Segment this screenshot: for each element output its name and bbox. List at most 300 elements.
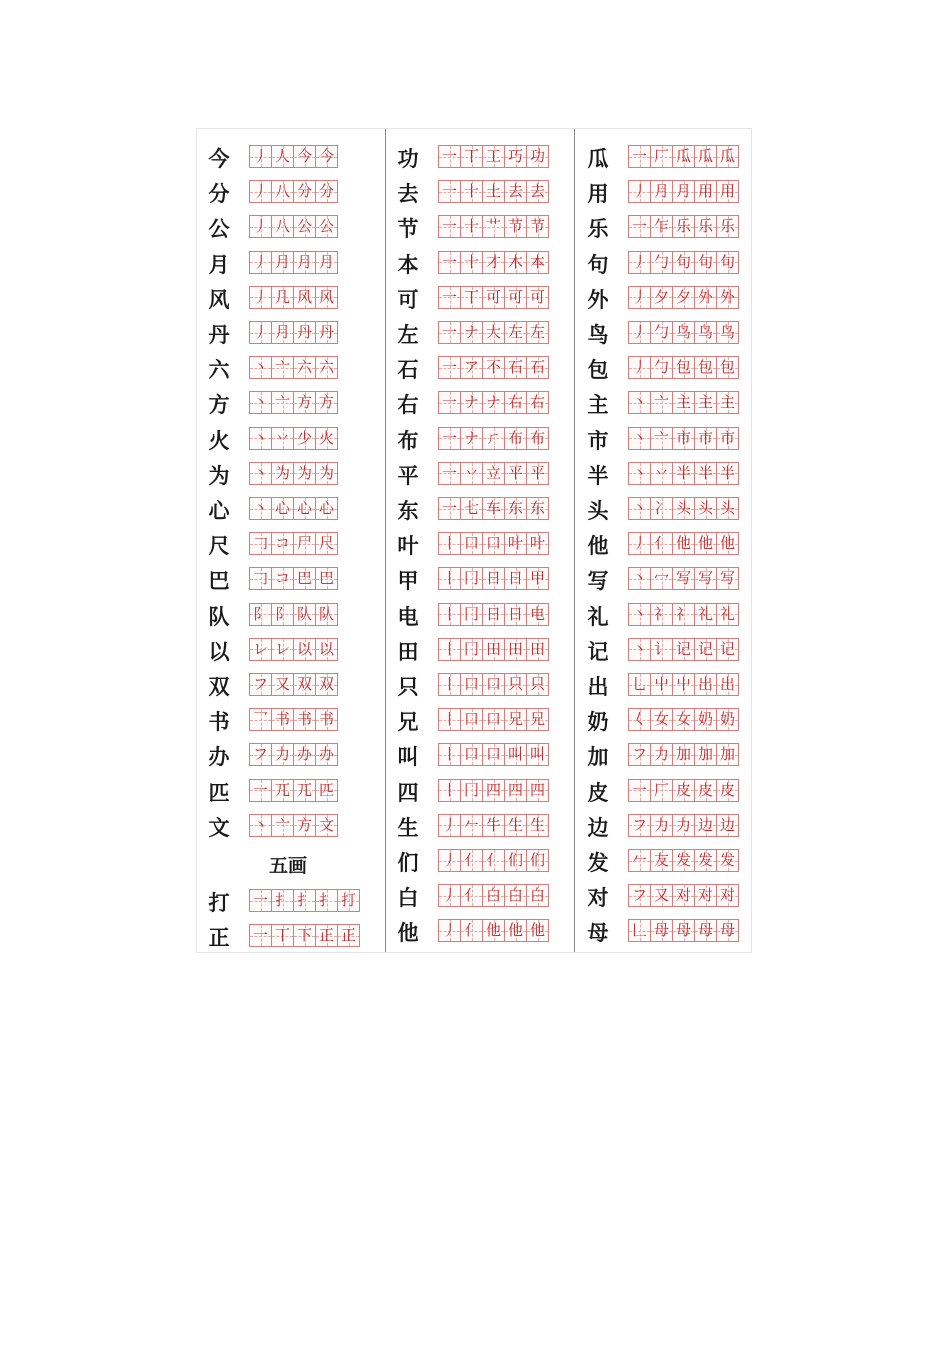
stroke-step-cell (504, 180, 527, 203)
stroke-step-cell (504, 286, 527, 309)
stroke-step-cell (293, 743, 316, 766)
stroke-step-cell (672, 180, 695, 203)
character: 出 (587, 675, 609, 699)
character: 他 (587, 534, 609, 559)
stroke-step-cell (650, 638, 673, 661)
stroke-step-cell (315, 180, 338, 203)
stroke-step: 半 (719, 463, 735, 482)
stroke-step: 分 (318, 182, 334, 201)
stroke-step: 句 (697, 252, 713, 271)
stroke-step-cell (504, 427, 527, 450)
character-column-1 (207, 129, 383, 952)
stroke-step-cell (460, 919, 483, 942)
stroke-step-cell (504, 567, 527, 590)
stroke-step-cell (271, 603, 294, 626)
stroke-step: 口 (463, 675, 479, 693)
stroke-step-cell (716, 814, 739, 837)
stroke-step: 田 (529, 639, 545, 658)
character: 句 (587, 252, 609, 277)
stroke-step-cell (650, 884, 673, 907)
stroke-step: 女 (653, 710, 669, 729)
stroke-step-cell (672, 215, 695, 238)
stroke-step-cell (716, 638, 739, 661)
stroke-step-cell (672, 427, 695, 450)
stroke-step: 功 (529, 147, 545, 165)
stroke-order-grid (249, 743, 337, 765)
character-row (396, 212, 572, 247)
stroke-order-grid (249, 673, 337, 695)
stroke-step-cell (315, 145, 338, 168)
stroke-step: 兄 (529, 710, 545, 729)
stroke-step-cell (504, 884, 527, 907)
stroke-step-cell (694, 180, 717, 203)
character-row (207, 670, 383, 705)
stroke-step-cell (438, 743, 461, 766)
stroke-step-cell (694, 391, 717, 414)
stroke-step-cell (438, 462, 461, 485)
stroke-step: 办 (318, 745, 334, 764)
stroke-step: 市 (697, 428, 713, 447)
stroke-step: 口 (463, 534, 479, 553)
stroke-step-cell (271, 889, 294, 912)
stroke-step-cell (672, 391, 695, 414)
stroke-step-cell (628, 180, 651, 203)
stroke-step: 冂 (463, 639, 479, 658)
stroke-step-cell (271, 427, 294, 450)
stroke-step-cell (650, 708, 673, 731)
character: 今 (208, 147, 230, 171)
stroke-step-cell (694, 215, 717, 238)
stroke-step: 只 (529, 675, 545, 693)
character: 加 (587, 745, 609, 770)
stroke-step: 瓜 (675, 147, 691, 165)
character-row (207, 886, 383, 921)
stroke-step: 白 (529, 886, 545, 905)
stroke-step: 电 (529, 604, 545, 623)
character-row (586, 318, 750, 353)
stroke-step: 他 (675, 534, 691, 553)
stroke-step-cell (504, 849, 527, 872)
stroke-step: 冂 (463, 604, 479, 623)
stroke-step: 匹 (318, 780, 334, 799)
stroke-step: 双 (318, 675, 334, 693)
stroke-step-cell (650, 286, 673, 309)
stroke-step: レ (274, 639, 290, 658)
stroke-step-cell (628, 251, 651, 274)
stroke-step: 主 (697, 393, 713, 412)
stroke-step-cell (438, 251, 461, 274)
stroke-step: 兀 (274, 780, 290, 799)
character: 东 (397, 499, 419, 523)
stroke-step-cell (249, 180, 272, 203)
stroke-step: 叫 (507, 745, 523, 764)
character-row (207, 635, 383, 670)
stroke-step-cell (628, 919, 651, 942)
stroke-step-cell (694, 708, 717, 731)
stroke-step-cell (716, 215, 739, 238)
stroke-step: 几 (274, 287, 290, 306)
stroke-step-cell (526, 497, 549, 520)
stroke-step-cell (482, 532, 505, 555)
stroke-step-cell (482, 251, 505, 274)
stroke-step-cell (293, 497, 316, 520)
stroke-step-cell (672, 462, 695, 485)
stroke-step: 扌 (318, 891, 334, 909)
stroke-step: 丹 (296, 323, 312, 341)
character-row (586, 916, 750, 951)
stroke-step: 记 (675, 639, 691, 658)
stroke-step: 冫 (653, 499, 669, 517)
stroke-step: 𠃌 (252, 534, 268, 553)
character-row (586, 776, 750, 811)
stroke-step-cell (672, 673, 695, 696)
stroke-step-cell (650, 779, 673, 802)
stroke-step-cell (271, 814, 294, 837)
stroke-step-cell (716, 145, 739, 168)
character-row (586, 177, 750, 212)
stroke-step: 一 (252, 780, 268, 799)
stroke-order-grid (249, 603, 337, 625)
stroke-step: 正 (318, 926, 334, 945)
stroke-step: 八 (274, 182, 290, 201)
stroke-step-cell (460, 779, 483, 802)
stroke-step: 生 (529, 815, 545, 834)
stroke-step: 夕 (675, 287, 691, 306)
stroke-step: 丿 (631, 182, 647, 201)
stroke-step: 丷 (463, 463, 479, 482)
stroke-step: 风 (318, 287, 334, 306)
stroke-step-cell (650, 180, 673, 203)
stroke-step-cell (460, 673, 483, 696)
stroke-step: 日 (507, 604, 523, 623)
stroke-step-cell (271, 251, 294, 274)
stroke-step-cell (460, 497, 483, 520)
stroke-step: 以 (296, 639, 312, 658)
stroke-step: 母 (675, 921, 691, 940)
character: 公 (208, 217, 230, 242)
stroke-step-cell (716, 532, 739, 555)
stroke-step-cell (293, 286, 316, 309)
character: 主 (587, 393, 609, 418)
stroke-step-cell (315, 215, 338, 238)
stroke-step: 巧 (507, 147, 523, 165)
stroke-step: 厂 (653, 147, 669, 165)
stroke-step: 他 (507, 921, 523, 940)
character: 兄 (397, 710, 419, 735)
stroke-order-sheet (196, 128, 752, 953)
stroke-step: 一 (252, 926, 268, 945)
stroke-step: 月 (653, 182, 669, 201)
character: 正 (208, 926, 230, 951)
stroke-order-grid (438, 919, 548, 941)
stroke-order-grid (438, 497, 548, 519)
stroke-step: 主 (675, 393, 691, 412)
stroke-step-cell (526, 603, 549, 626)
stroke-step: 礻 (675, 604, 691, 623)
stroke-step-cell (694, 919, 717, 942)
stroke-step-cell (438, 145, 461, 168)
stroke-step: 又 (274, 675, 290, 693)
stroke-step: 冂 (463, 780, 479, 799)
stroke-step-cell (672, 919, 695, 942)
character-row (586, 811, 750, 846)
stroke-step-cell (628, 427, 651, 450)
stroke-step-cell (628, 391, 651, 414)
stroke-step-cell (716, 286, 739, 309)
stroke-step: 讠 (653, 639, 669, 658)
character-row (586, 529, 750, 564)
stroke-step-cell (482, 919, 505, 942)
stroke-step: 亠 (274, 358, 290, 377)
stroke-step-cell (716, 884, 739, 907)
stroke-step-cell (504, 215, 527, 238)
character-row (396, 846, 572, 881)
character-row (396, 353, 572, 388)
stroke-step: 石 (507, 358, 523, 377)
stroke-step: フ (631, 745, 647, 764)
stroke-step-cell (716, 391, 739, 414)
character: 为 (208, 463, 230, 488)
character-row (586, 459, 750, 494)
stroke-step: 一 (441, 463, 457, 482)
stroke-step: 兀 (296, 780, 312, 799)
stroke-step: 丿 (252, 217, 268, 236)
stroke-step-cell (271, 708, 294, 731)
stroke-step: 四 (529, 780, 545, 799)
stroke-step-cell (526, 286, 549, 309)
stroke-step: 丶 (252, 428, 268, 447)
stroke-step: 边 (719, 815, 735, 834)
stroke-step-cell (249, 215, 272, 238)
character-row (207, 177, 383, 212)
stroke-step-cell (315, 779, 338, 802)
stroke-step: 亠 (274, 393, 290, 412)
stroke-step-cell (504, 391, 527, 414)
stroke-step-cell (628, 779, 651, 802)
character-row (586, 424, 750, 459)
stroke-step-cell (504, 603, 527, 626)
character: 火 (208, 428, 230, 453)
stroke-step: 少 (296, 428, 312, 447)
stroke-step: 对 (675, 886, 691, 905)
stroke-step-cell (438, 532, 461, 555)
stroke-step: 礻 (653, 604, 669, 623)
stroke-step: 日 (485, 569, 501, 588)
stroke-step: 𠂉 (463, 815, 479, 834)
stroke-step-cell (672, 884, 695, 907)
stroke-step-cell (650, 251, 673, 274)
character-row (207, 564, 383, 599)
stroke-step-cell (716, 708, 739, 731)
stroke-step-cell (650, 462, 673, 485)
character: 本 (397, 252, 419, 277)
character: 头 (587, 499, 609, 523)
stroke-step-cell (337, 924, 360, 947)
stroke-step: フ (252, 675, 268, 693)
character: 生 (397, 815, 419, 840)
stroke-step-cell (337, 889, 360, 912)
stroke-step-cell (526, 321, 549, 344)
stroke-step: 布 (529, 428, 545, 447)
stroke-step-cell (315, 638, 338, 661)
character-row (396, 529, 572, 564)
stroke-step-cell (460, 356, 483, 379)
stroke-step: 田 (507, 639, 523, 658)
stroke-step-cell (716, 356, 739, 379)
stroke-order-grid (249, 567, 337, 589)
stroke-order-grid (628, 743, 738, 765)
character-row (586, 212, 750, 247)
character: 市 (587, 428, 609, 453)
stroke-step: 乐 (719, 217, 735, 236)
stroke-step: 下 (296, 926, 312, 945)
stroke-step-cell (293, 180, 316, 203)
character: 皮 (587, 780, 609, 805)
stroke-step: 丷 (274, 428, 290, 447)
stroke-order-grid (249, 251, 337, 273)
stroke-step-cell (293, 567, 316, 590)
stroke-step-cell (716, 462, 739, 485)
character: 叫 (397, 745, 419, 770)
stroke-step: 一 (441, 287, 457, 306)
character: 半 (587, 463, 609, 488)
stroke-step: 主 (719, 393, 735, 412)
character-row (207, 142, 383, 177)
character: 奶 (587, 710, 609, 735)
stroke-step-cell (249, 638, 272, 661)
stroke-order-grid (249, 145, 337, 167)
character: 记 (587, 639, 609, 664)
stroke-step: 四 (485, 780, 501, 799)
stroke-step-cell (628, 708, 651, 731)
stroke-order-grid (628, 462, 738, 484)
character: 以 (208, 639, 230, 664)
stroke-step: 人 (274, 147, 290, 165)
stroke-step-cell (315, 889, 338, 912)
stroke-step: 扌 (296, 891, 312, 909)
stroke-step: 乐 (697, 217, 713, 236)
stroke-step: 月 (274, 252, 290, 271)
stroke-step-cell (526, 567, 549, 590)
stroke-step-cell (504, 673, 527, 696)
stroke-step: 队 (318, 604, 334, 623)
stroke-step-cell (460, 603, 483, 626)
stroke-step: 丿 (631, 358, 647, 377)
stroke-step: 写 (719, 569, 735, 588)
stroke-step: 加 (675, 745, 691, 764)
stroke-step-cell (293, 391, 316, 414)
stroke-step-cell (315, 924, 338, 947)
stroke-step: 力 (274, 745, 290, 764)
stroke-order-grid (438, 321, 548, 343)
stroke-step-cell (438, 638, 461, 661)
stroke-step: 一 (441, 428, 457, 447)
stroke-step: 十 (463, 217, 479, 236)
stroke-order-grid (438, 286, 548, 308)
character-row (207, 529, 383, 564)
stroke-order-grid (628, 391, 738, 413)
stroke-step-cell (482, 427, 505, 450)
stroke-step-cell (293, 603, 316, 626)
stroke-order-grid (438, 567, 548, 589)
stroke-step-cell (504, 532, 527, 555)
stroke-step: 书 (318, 710, 334, 729)
stroke-step-cell (315, 673, 338, 696)
stroke-step: 出 (697, 675, 713, 693)
stroke-step: 发 (675, 851, 691, 869)
character-row (396, 670, 572, 705)
stroke-step: 节 (507, 217, 523, 236)
character: 打 (208, 891, 230, 915)
stroke-step: 立 (485, 463, 501, 482)
stroke-step: 一 (631, 147, 647, 165)
character: 月 (208, 252, 230, 277)
stroke-step-cell (504, 321, 527, 344)
stroke-step: 丿 (631, 287, 647, 306)
stroke-order-grid (628, 532, 738, 554)
stroke-step-cell (716, 919, 739, 942)
stroke-step: 丨 (441, 675, 457, 693)
stroke-step-cell (694, 884, 717, 907)
stroke-step-cell (694, 743, 717, 766)
stroke-step: レ (252, 639, 268, 658)
stroke-step: 丿 (631, 323, 647, 341)
stroke-step-cell (460, 251, 483, 274)
character-row (586, 142, 750, 177)
stroke-step-cell (628, 743, 651, 766)
stroke-step: 公 (296, 217, 312, 236)
stroke-step: 十 (463, 182, 479, 201)
stroke-step-cell (249, 889, 272, 912)
stroke-step: 右 (507, 393, 523, 412)
stroke-step: 巴 (318, 569, 334, 588)
stroke-step: 鸟 (675, 323, 691, 341)
character: 对 (587, 886, 609, 911)
stroke-order-grid (249, 286, 337, 308)
stroke-step-cell (526, 427, 549, 450)
character: 办 (208, 745, 230, 770)
stroke-step-cell (628, 462, 651, 485)
stroke-step-cell (716, 849, 739, 872)
character-row (207, 705, 383, 740)
stroke-step-cell (716, 779, 739, 802)
stroke-order-grid (438, 638, 548, 660)
character: 发 (587, 851, 609, 875)
stroke-step-cell (293, 215, 316, 238)
stroke-step-cell (315, 497, 338, 520)
stroke-step-cell (249, 251, 272, 274)
stroke-step-cell (628, 814, 651, 837)
stroke-step: 右 (529, 393, 545, 412)
stroke-step: 丿 (252, 252, 268, 271)
character-row (586, 881, 750, 916)
stroke-step: 力 (675, 815, 691, 834)
stroke-step-cell (526, 673, 549, 696)
character-row (586, 248, 750, 283)
stroke-step-cell (271, 567, 294, 590)
stroke-order-grid (438, 603, 548, 625)
stroke-order-grid (438, 215, 548, 237)
stroke-step-cell (650, 814, 673, 837)
stroke-step-cell (526, 180, 549, 203)
stroke-step-cell (293, 427, 316, 450)
stroke-step: 节 (529, 217, 545, 236)
character-row (396, 142, 572, 177)
stroke-step-cell (293, 673, 316, 696)
character-row (396, 564, 572, 599)
stroke-step-cell (482, 779, 505, 802)
stroke-step: 心 (296, 499, 312, 517)
